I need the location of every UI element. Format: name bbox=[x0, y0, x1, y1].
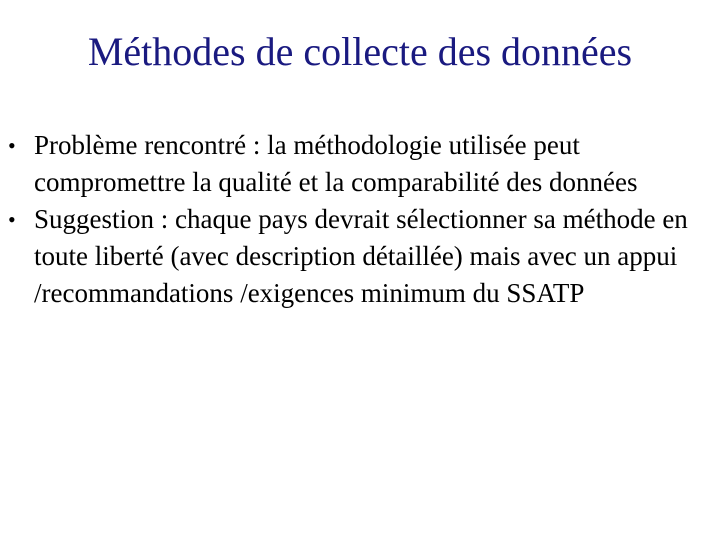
bullet-item-problem bbox=[8, 127, 698, 201]
bullet-list bbox=[8, 127, 698, 312]
bullet-text-problem: Problème rencontré : la méthodologie utilisée peut compromettre la qualité et la comparabilité des données bbox=[34, 130, 638, 197]
bullet-text-suggestion: Suggestion : chaque pays devrait sélectionner sa méthode en toute liberté (avec description détaillée) mais avec un appui /recommandations /exigences minimum du SSATP bbox=[34, 204, 688, 308]
bullet-dot-icon: • bbox=[8, 133, 16, 158]
bullet-item-suggestion bbox=[8, 201, 698, 312]
bullet-dot-icon: • bbox=[8, 207, 16, 232]
slide-title: Méthodes de collecte des données bbox=[87, 29, 633, 74]
